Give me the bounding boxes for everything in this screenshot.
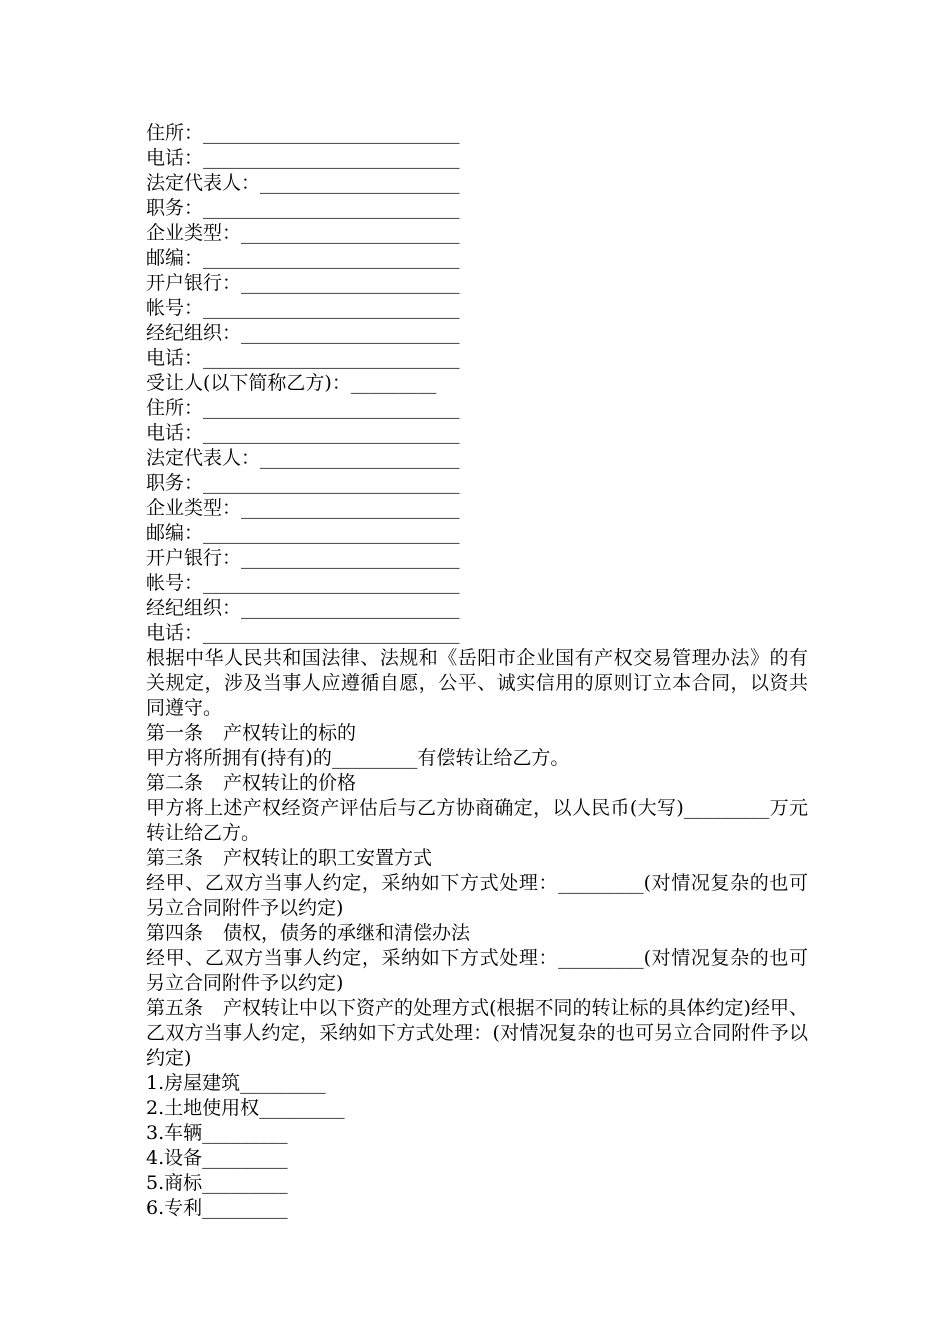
field-broker-phone: 电话：___________________________ <box>146 347 460 369</box>
field-address: 住所：___________________________ <box>146 122 460 144</box>
article-2 <box>146 771 808 846</box>
article-title: 产权转让的职工安置方式 <box>223 847 433 869</box>
article-number: 第三条 <box>146 847 204 869</box>
article-body: 甲方将上述产权经资产评估后与乙方协商确定，以人民币(大写)_________万元转让给乙方。 <box>146 797 808 844</box>
preamble-paragraph: 根据中华人民共和国法律、法规和《岳阳市企业国有产权交易管理办法》的有关规定，涉及当事人应遵循自愿，公平、诚实信用的原则订立本合同，以资共同遵守。 <box>146 647 808 719</box>
list-item: 5.商标_________ <box>146 1172 288 1194</box>
field-enterprise-type: 企业类型：_______________________ <box>146 222 460 244</box>
list-item: 3.车辆_________ <box>146 1122 288 1144</box>
article-4 <box>146 921 808 996</box>
field-broker-phone: 电话：___________________________ <box>146 622 460 644</box>
field-account: 帐号：___________________________ <box>146 297 460 319</box>
article-number: 第二条 <box>146 772 204 794</box>
article-3 <box>146 846 808 921</box>
field-position: 职务：___________________________ <box>146 472 460 494</box>
contract-page <box>146 121 808 1221</box>
article-body: 经甲、乙双方当事人约定，采纳如下方式处理：_________(对情况复杂的也可另立合同附件予以约定) <box>146 872 808 919</box>
field-account: 帐号：___________________________ <box>146 572 460 594</box>
article-title: 产权转让中以下资产的处理方式(根据不同的转让标的具体约定)经甲、乙双方当事人约定，采纳如下方式处理：(对情况复杂的也可另立合同附件予以约定) <box>146 997 808 1069</box>
list-item: 2.土地使用权_________ <box>146 1097 345 1119</box>
list-item: 4.设备_________ <box>146 1147 288 1169</box>
article-5 <box>146 996 808 1071</box>
article-number: 第四条 <box>146 922 204 944</box>
field-postcode: 邮编：___________________________ <box>146 247 460 269</box>
field-enterprise-type: 企业类型：_______________________ <box>146 497 460 519</box>
list-item: 1.房屋建筑_________ <box>146 1072 326 1094</box>
field-broker: 经纪组织：_______________________ <box>146 322 460 344</box>
field-legal-rep: 法定代表人：_____________________ <box>146 447 460 469</box>
article-heading <box>146 921 808 946</box>
article-title: 产权转让的价格 <box>223 772 357 794</box>
field-position: 职务：___________________________ <box>146 197 460 219</box>
field-phone: 电话：___________________________ <box>146 147 460 169</box>
field-bank: 开户银行：_______________________ <box>146 272 460 294</box>
transferor-fields <box>146 121 808 371</box>
field-phone: 电话：___________________________ <box>146 422 460 444</box>
article-heading <box>146 846 808 871</box>
list-item: 6.专利_________ <box>146 1197 288 1219</box>
article-heading <box>146 996 808 1071</box>
field-postcode: 邮编：___________________________ <box>146 522 460 544</box>
transferee-heading: 受让人(以下简称乙方)：_________ <box>146 372 437 394</box>
article-heading <box>146 721 808 746</box>
transferee-fields <box>146 396 808 646</box>
article-title: 债权，债务的承继和清偿办法 <box>223 922 471 944</box>
field-legal-rep: 法定代表人：_____________________ <box>146 172 460 194</box>
article-1 <box>146 721 808 771</box>
asset-list <box>146 1071 808 1221</box>
article-number: 第一条 <box>146 722 204 744</box>
field-bank: 开户银行：_______________________ <box>146 547 460 569</box>
article-body: 经甲、乙双方当事人约定，采纳如下方式处理：_________(对情况复杂的也可另立合同附件予以约定) <box>146 947 808 994</box>
field-broker: 经纪组织：_______________________ <box>146 597 460 619</box>
article-heading <box>146 771 808 796</box>
field-address: 住所：___________________________ <box>146 397 460 419</box>
article-number: 第五条 <box>146 997 204 1019</box>
article-body: 甲方将所拥有(持有)的_________有偿转让给乙方。 <box>146 747 570 769</box>
article-title: 产权转让的标的 <box>223 722 357 744</box>
